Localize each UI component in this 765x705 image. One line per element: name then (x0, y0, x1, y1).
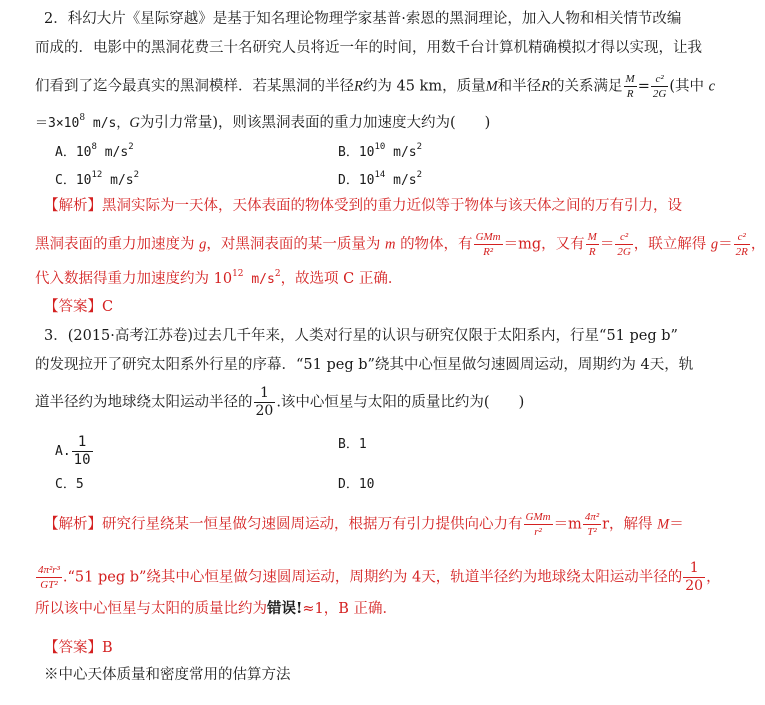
section-note: ※中心天体质量和密度常用的估算方法 (44, 667, 291, 683)
fraction-4pi2r3-over-gt2: $\frac{\text{4π²r³}}{\text{GT²}}$ (38, 564, 60, 591)
q2-line-1: 2．科幻大片《星际穿越》是基于知名理论物理学家基普·索恩的黑洞理论，加入人物和相关情节改编 (44, 11, 682, 27)
q3-option-b[interactable]: B．1 (338, 437, 367, 452)
q3-line-3: 道半径约为地球绕太阳运动半径的 $\frac{1}{20}$ .该中心恒星与太阳的质量比约为( ) (35, 385, 525, 419)
q2-analysis-line-1: 【解析】黑洞实际为一天体，天体表面的物体受到的重力近似等于物体与该天体之间的万有引力，设 (44, 198, 682, 214)
q2-analysis-line-2: 黑洞表面的重力加速度为 g，对黑洞表面的某一质量为 m 的物体，有 $\frac{\text{GMm}}{\text{R²}}$ ＝mg，又有 $\frac{M}{R}$ ＝ $\frac{\text{c²}}{2G}$ ，联立解得 g＝ $\frac{\text{c²}}{2R}$ ， (35, 231, 765, 258)
fraction-m-over-r: $\frac{M}{R}$ (625, 73, 635, 100)
q2-line-2: 而成的．电影中的黑洞花费三十名研究人员将近一年的时间，用数千台计算机精确模拟才得以实现，让我 (35, 40, 702, 56)
fraction-c2-over-2r: $\frac{\text{c²}}{2R}$ (735, 231, 748, 258)
q2-answer: 【答案】C (44, 299, 114, 315)
q2-option-a[interactable]: A．$10^8$ $m/s^2$ (55, 142, 134, 160)
fraction-gmm-over-r2-q3: $\frac{\text{GMm}}{\text{r²}}$ (525, 511, 551, 538)
q2-option-c[interactable]: C．$10^{12}$ $m/s^2$ (55, 170, 140, 188)
fraction-c2-over-2g-analysis: $\frac{\text{c²}}{2G}$ (617, 231, 631, 258)
q3-line-1: 3．(2015·高考江苏卷)过去几千年来，人类对行星的认识与研究仅限于太阳系内，行星“51 peg b” (44, 328, 678, 344)
q3-analysis-line-2: $\frac{\text{4π²r³}}{\text{GT²}}$ .“51 peg b”绕其中心恒星做匀速圆周运动，周期约为 4天，轨道半径约为地球绕太阳运动半径的 $\frac{1}{20}$ ， (38, 560, 721, 594)
fraction-1-over-10: $\frac{1}{10}$ (73, 434, 91, 468)
q2-option-b[interactable]: B．$10^{10}$ $m/s^2$ (338, 142, 423, 160)
q3-line-2: 的发现拉开了研究太阳系外行星的序幕．“51 peg b”绕其中心恒星做匀速圆周运动，周期约为 4天，轨 (35, 357, 694, 373)
q3-option-c[interactable]: C．5 (55, 477, 84, 492)
q3-option-d[interactable]: D．10 (338, 477, 375, 492)
q2-line-3: 们看到了迄今最真实的黑洞模样．若某黑洞的半径R约为 45 km，质量M和半径R的关系满足 $\frac{M}{R}$ = $\frac{\text{c²}}{2G}$ (其中 c (35, 73, 716, 100)
fraction-4pi2-over-t2: $\frac{\text{4π²}}{\text{T²}}$ (584, 511, 600, 538)
q3-analysis-line-3: 所以该中心恒星与太阳的质量比约为错误!≈1，B 正确． (35, 600, 398, 617)
q2-line-4: $=3\times 10^8$ m/s，G为引力常量)，则该黑洞表面的重力加速度大约为( ) (35, 113, 491, 131)
fraction-1-over-20: $\frac{1}{20}$ (255, 385, 274, 419)
q3-analysis-line-1: 【解析】研究行星绕某一恒星做匀速圆周运动，根据万有引力提供向心力有 $\frac{\text{GMm}}{\text{r²}}$ ＝m $\frac{\text{4π²}}{\text{T²}}$ r，解得 M＝ (44, 511, 684, 538)
fraction-1-over-20-analysis: $\frac{1}{20}$ (685, 560, 704, 594)
q3-option-a[interactable]: A. $\frac{1}{10}$ (55, 434, 91, 468)
q3-answer: 【答案】B (44, 640, 113, 656)
fraction-c2-over-2g: $\frac{\text{c²}}{2G}$ (652, 73, 667, 100)
error-marker: 错误! (267, 600, 303, 617)
q2-option-d[interactable]: D．$10^{14}$ $m/s^2$ (338, 170, 423, 188)
fraction-gmm-over-r2: $\frac{\text{GMm}}{\text{R²}}$ (475, 231, 501, 258)
q2-analysis-line-3: 代入数据得重力加速度约为 $10^{12}$ $m/s^2$，故选项 C 正确． (35, 269, 403, 287)
fraction-m-over-r-analysis: $\frac{M}{R}$ (587, 231, 597, 258)
